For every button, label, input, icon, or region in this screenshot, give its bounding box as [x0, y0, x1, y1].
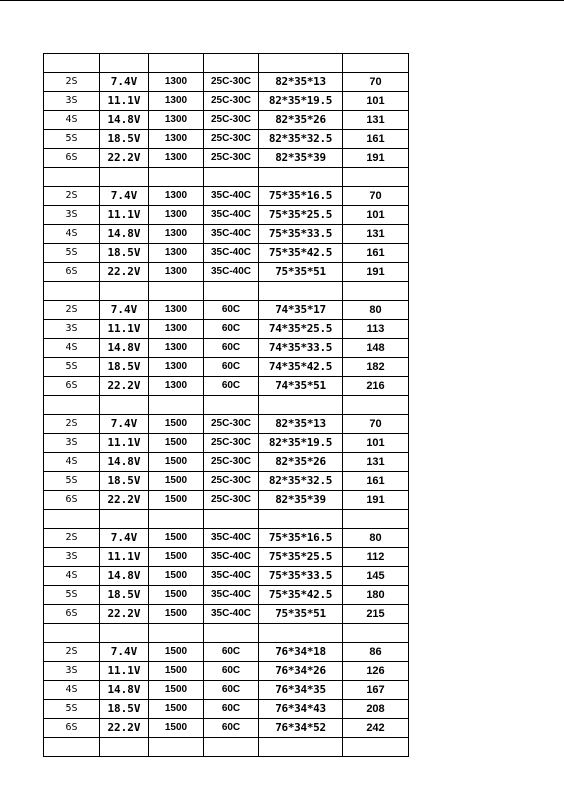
cell-weight: 126	[343, 662, 409, 681]
blank-row	[44, 168, 409, 187]
table-row	[44, 681, 409, 700]
cell-discharge-rate: 60C	[204, 719, 259, 738]
cell-dimensions: 82*35*19.5	[259, 434, 343, 453]
cell-discharge-rate: 35C-40C	[204, 605, 259, 624]
cell-capacity: 1300	[149, 130, 204, 149]
cell-capacity: 1300	[149, 377, 204, 396]
cell-discharge-rate: 35C-40C	[204, 586, 259, 605]
cell-voltage: 7.4V	[100, 187, 149, 206]
cell-series: 6S	[44, 605, 100, 624]
blank-cell	[44, 624, 100, 643]
blank-cell	[343, 738, 409, 757]
cell-capacity: 1500	[149, 586, 204, 605]
blank-cell	[259, 54, 343, 73]
cell-capacity: 1300	[149, 358, 204, 377]
blank-cell	[259, 168, 343, 187]
blank-cell	[259, 396, 343, 415]
blank-row	[44, 738, 409, 757]
cell-weight: 112	[343, 548, 409, 567]
cell-voltage: 22.2V	[100, 149, 149, 168]
cell-weight: 180	[343, 586, 409, 605]
cell-dimensions: 82*35*32.5	[259, 130, 343, 149]
cell-discharge-rate: 60C	[204, 681, 259, 700]
cell-dimensions: 75*35*25.5	[259, 548, 343, 567]
table-row	[44, 643, 409, 662]
cell-dimensions: 75*35*16.5	[259, 529, 343, 548]
cell-discharge-rate: 60C	[204, 643, 259, 662]
cell-voltage: 18.5V	[100, 244, 149, 263]
cell-series: 5S	[44, 472, 100, 491]
blank-cell	[149, 282, 204, 301]
cell-series: 3S	[44, 320, 100, 339]
blank-cell	[149, 624, 204, 643]
cell-capacity: 1300	[149, 320, 204, 339]
cell-series: 6S	[44, 263, 100, 282]
blank-cell	[149, 510, 204, 529]
cell-weight: 215	[343, 605, 409, 624]
cell-weight: 70	[343, 187, 409, 206]
blank-cell	[44, 282, 100, 301]
blank-cell	[204, 282, 259, 301]
cell-series: 6S	[44, 719, 100, 738]
blank-row	[44, 624, 409, 643]
cell-series: 3S	[44, 206, 100, 225]
cell-voltage: 22.2V	[100, 377, 149, 396]
cell-capacity: 1300	[149, 73, 204, 92]
table-row	[44, 491, 409, 510]
table-row	[44, 719, 409, 738]
cell-weight: 191	[343, 263, 409, 282]
cell-voltage: 22.2V	[100, 605, 149, 624]
cell-dimensions: 82*35*13	[259, 73, 343, 92]
blank-cell	[44, 54, 100, 73]
cell-discharge-rate: 35C-40C	[204, 244, 259, 263]
cell-dimensions: 75*35*33.5	[259, 567, 343, 586]
cell-voltage: 18.5V	[100, 472, 149, 491]
cell-voltage: 11.1V	[100, 548, 149, 567]
cell-dimensions: 76*34*35	[259, 681, 343, 700]
table-row	[44, 548, 409, 567]
cell-weight: 167	[343, 681, 409, 700]
cell-discharge-rate: 25C-30C	[204, 453, 259, 472]
blank-cell	[259, 738, 343, 757]
cell-voltage: 7.4V	[100, 415, 149, 434]
blank-cell	[149, 168, 204, 187]
cell-dimensions: 82*35*39	[259, 149, 343, 168]
cell-capacity: 1500	[149, 681, 204, 700]
table-row	[44, 244, 409, 263]
blank-row	[44, 510, 409, 529]
cell-dimensions: 75*35*42.5	[259, 244, 343, 263]
cell-voltage: 11.1V	[100, 320, 149, 339]
table-row	[44, 529, 409, 548]
cell-discharge-rate: 25C-30C	[204, 149, 259, 168]
cell-capacity: 1300	[149, 187, 204, 206]
cell-dimensions: 74*35*25.5	[259, 320, 343, 339]
table-row	[44, 472, 409, 491]
cell-series: 2S	[44, 187, 100, 206]
cell-capacity: 1300	[149, 92, 204, 111]
cell-weight: 70	[343, 415, 409, 434]
cell-weight: 208	[343, 700, 409, 719]
cell-discharge-rate: 35C-40C	[204, 187, 259, 206]
cell-dimensions: 75*35*51	[259, 263, 343, 282]
blank-cell	[343, 396, 409, 415]
blank-cell	[259, 510, 343, 529]
cell-voltage: 18.5V	[100, 130, 149, 149]
cell-weight: 101	[343, 206, 409, 225]
cell-discharge-rate: 25C-30C	[204, 472, 259, 491]
cell-weight: 131	[343, 111, 409, 130]
blank-cell	[149, 54, 204, 73]
table-row	[44, 586, 409, 605]
cell-series: 3S	[44, 434, 100, 453]
cell-dimensions: 76*34*52	[259, 719, 343, 738]
cell-voltage: 7.4V	[100, 73, 149, 92]
cell-capacity: 1300	[149, 206, 204, 225]
cell-series: 3S	[44, 92, 100, 111]
cell-discharge-rate: 35C-40C	[204, 206, 259, 225]
cell-weight: 113	[343, 320, 409, 339]
cell-weight: 70	[343, 73, 409, 92]
cell-discharge-rate: 35C-40C	[204, 263, 259, 282]
cell-dimensions: 82*35*26	[259, 453, 343, 472]
cell-weight: 131	[343, 453, 409, 472]
cell-voltage: 14.8V	[100, 681, 149, 700]
cell-voltage: 14.8V	[100, 225, 149, 244]
table-row	[44, 320, 409, 339]
cell-capacity: 1500	[149, 434, 204, 453]
cell-discharge-rate: 60C	[204, 320, 259, 339]
cell-discharge-rate: 25C-30C	[204, 130, 259, 149]
cell-weight: 161	[343, 244, 409, 263]
table-row	[44, 339, 409, 358]
table-row	[44, 662, 409, 681]
cell-voltage: 22.2V	[100, 719, 149, 738]
cell-voltage: 11.1V	[100, 662, 149, 681]
cell-series: 3S	[44, 662, 100, 681]
cell-dimensions: 75*35*51	[259, 605, 343, 624]
cell-voltage: 18.5V	[100, 700, 149, 719]
top-border-line	[0, 0, 564, 1]
table-row	[44, 149, 409, 168]
cell-voltage: 7.4V	[100, 643, 149, 662]
cell-voltage: 22.2V	[100, 263, 149, 282]
cell-capacity: 1500	[149, 453, 204, 472]
cell-capacity: 1300	[149, 149, 204, 168]
cell-discharge-rate: 60C	[204, 700, 259, 719]
blank-cell	[343, 54, 409, 73]
cell-dimensions: 74*35*51	[259, 377, 343, 396]
cell-capacity: 1500	[149, 491, 204, 510]
battery-spec-table	[43, 53, 409, 757]
cell-capacity: 1500	[149, 643, 204, 662]
cell-voltage: 11.1V	[100, 434, 149, 453]
cell-series: 4S	[44, 681, 100, 700]
cell-discharge-rate: 35C-40C	[204, 225, 259, 244]
cell-dimensions: 76*34*26	[259, 662, 343, 681]
cell-voltage: 22.2V	[100, 491, 149, 510]
cell-weight: 80	[343, 301, 409, 320]
cell-dimensions: 75*35*16.5	[259, 187, 343, 206]
cell-discharge-rate: 25C-30C	[204, 415, 259, 434]
cell-capacity: 1300	[149, 301, 204, 320]
cell-series: 3S	[44, 548, 100, 567]
cell-discharge-rate: 25C-30C	[204, 73, 259, 92]
table-row	[44, 700, 409, 719]
table-row	[44, 567, 409, 586]
cell-discharge-rate: 60C	[204, 339, 259, 358]
cell-discharge-rate: 25C-30C	[204, 434, 259, 453]
cell-dimensions: 76*34*43	[259, 700, 343, 719]
blank-cell	[204, 168, 259, 187]
table-row	[44, 111, 409, 130]
cell-capacity: 1500	[149, 700, 204, 719]
table-row	[44, 377, 409, 396]
table-row	[44, 92, 409, 111]
table-row	[44, 453, 409, 472]
cell-discharge-rate: 35C-40C	[204, 567, 259, 586]
table-row	[44, 206, 409, 225]
cell-dimensions: 75*35*42.5	[259, 586, 343, 605]
cell-capacity: 1500	[149, 605, 204, 624]
blank-cell	[44, 738, 100, 757]
cell-discharge-rate: 25C-30C	[204, 491, 259, 510]
cell-capacity: 1500	[149, 415, 204, 434]
cell-capacity: 1300	[149, 339, 204, 358]
cell-series: 2S	[44, 415, 100, 434]
cell-weight: 86	[343, 643, 409, 662]
cell-weight: 80	[343, 529, 409, 548]
cell-series: 4S	[44, 225, 100, 244]
cell-voltage: 14.8V	[100, 339, 149, 358]
table-row	[44, 605, 409, 624]
table-row	[44, 358, 409, 377]
cell-series: 4S	[44, 567, 100, 586]
cell-discharge-rate: 35C-40C	[204, 529, 259, 548]
cell-weight: 161	[343, 472, 409, 491]
cell-voltage: 14.8V	[100, 567, 149, 586]
blank-cell	[343, 624, 409, 643]
table-row	[44, 130, 409, 149]
blank-cell	[100, 738, 149, 757]
table-row	[44, 415, 409, 434]
cell-voltage: 11.1V	[100, 206, 149, 225]
cell-series: 6S	[44, 377, 100, 396]
cell-dimensions: 76*34*18	[259, 643, 343, 662]
cell-series: 2S	[44, 643, 100, 662]
blank-cell	[100, 624, 149, 643]
table-row	[44, 187, 409, 206]
table-body	[44, 54, 409, 757]
cell-discharge-rate: 60C	[204, 358, 259, 377]
cell-dimensions: 74*35*33.5	[259, 339, 343, 358]
cell-dimensions: 75*35*25.5	[259, 206, 343, 225]
cell-series: 5S	[44, 130, 100, 149]
cell-dimensions: 82*35*32.5	[259, 472, 343, 491]
cell-capacity: 1300	[149, 244, 204, 263]
blank-cell	[204, 624, 259, 643]
cell-series: 5S	[44, 586, 100, 605]
table-row	[44, 301, 409, 320]
cell-weight: 101	[343, 434, 409, 453]
cell-dimensions: 75*35*33.5	[259, 225, 343, 244]
cell-capacity: 1500	[149, 662, 204, 681]
cell-capacity: 1300	[149, 225, 204, 244]
blank-cell	[149, 396, 204, 415]
blank-cell	[100, 282, 149, 301]
blank-cell	[100, 54, 149, 73]
cell-series: 2S	[44, 529, 100, 548]
cell-voltage: 11.1V	[100, 92, 149, 111]
cell-series: 2S	[44, 73, 100, 92]
cell-weight: 242	[343, 719, 409, 738]
cell-discharge-rate: 60C	[204, 377, 259, 396]
cell-dimensions: 74*35*17	[259, 301, 343, 320]
cell-voltage: 7.4V	[100, 301, 149, 320]
table-row	[44, 73, 409, 92]
blank-cell	[343, 510, 409, 529]
cell-discharge-rate: 60C	[204, 662, 259, 681]
cell-dimensions: 82*35*19.5	[259, 92, 343, 111]
blank-cell	[44, 510, 100, 529]
cell-series: 4S	[44, 111, 100, 130]
cell-voltage: 18.5V	[100, 586, 149, 605]
cell-series: 6S	[44, 491, 100, 510]
cell-dimensions: 74*35*42.5	[259, 358, 343, 377]
cell-capacity: 1500	[149, 548, 204, 567]
blank-cell	[204, 738, 259, 757]
cell-voltage: 14.8V	[100, 453, 149, 472]
cell-capacity: 1500	[149, 529, 204, 548]
cell-series: 4S	[44, 453, 100, 472]
cell-voltage: 18.5V	[100, 358, 149, 377]
table-row	[44, 434, 409, 453]
blank-cell	[204, 54, 259, 73]
cell-series: 2S	[44, 301, 100, 320]
cell-weight: 101	[343, 92, 409, 111]
cell-discharge-rate: 25C-30C	[204, 92, 259, 111]
cell-capacity: 1500	[149, 472, 204, 491]
cell-capacity: 1500	[149, 719, 204, 738]
blank-row	[44, 396, 409, 415]
cell-dimensions: 82*35*39	[259, 491, 343, 510]
cell-voltage: 7.4V	[100, 529, 149, 548]
cell-weight: 145	[343, 567, 409, 586]
cell-weight: 216	[343, 377, 409, 396]
table-row	[44, 263, 409, 282]
blank-cell	[100, 168, 149, 187]
cell-series: 5S	[44, 700, 100, 719]
cell-weight: 131	[343, 225, 409, 244]
cell-series: 5S	[44, 358, 100, 377]
cell-series: 5S	[44, 244, 100, 263]
cell-series: 6S	[44, 149, 100, 168]
blank-cell	[259, 624, 343, 643]
blank-cell	[343, 282, 409, 301]
blank-cell	[100, 510, 149, 529]
blank-row	[44, 282, 409, 301]
blank-cell	[204, 510, 259, 529]
cell-discharge-rate: 25C-30C	[204, 111, 259, 130]
cell-weight: 191	[343, 491, 409, 510]
blank-cell	[259, 282, 343, 301]
cell-series: 4S	[44, 339, 100, 358]
cell-dimensions: 82*35*26	[259, 111, 343, 130]
cell-weight: 182	[343, 358, 409, 377]
cell-capacity: 1300	[149, 263, 204, 282]
cell-discharge-rate: 35C-40C	[204, 548, 259, 567]
cell-dimensions: 82*35*13	[259, 415, 343, 434]
cell-weight: 161	[343, 130, 409, 149]
blank-cell	[100, 396, 149, 415]
cell-discharge-rate: 60C	[204, 301, 259, 320]
cell-weight: 191	[343, 149, 409, 168]
blank-cell	[44, 396, 100, 415]
cell-capacity: 1500	[149, 567, 204, 586]
cell-voltage: 14.8V	[100, 111, 149, 130]
blank-cell	[343, 168, 409, 187]
cell-capacity: 1300	[149, 111, 204, 130]
blank-row	[44, 54, 409, 73]
blank-cell	[149, 738, 204, 757]
blank-cell	[44, 168, 100, 187]
table-row	[44, 225, 409, 244]
blank-cell	[204, 396, 259, 415]
cell-weight: 148	[343, 339, 409, 358]
